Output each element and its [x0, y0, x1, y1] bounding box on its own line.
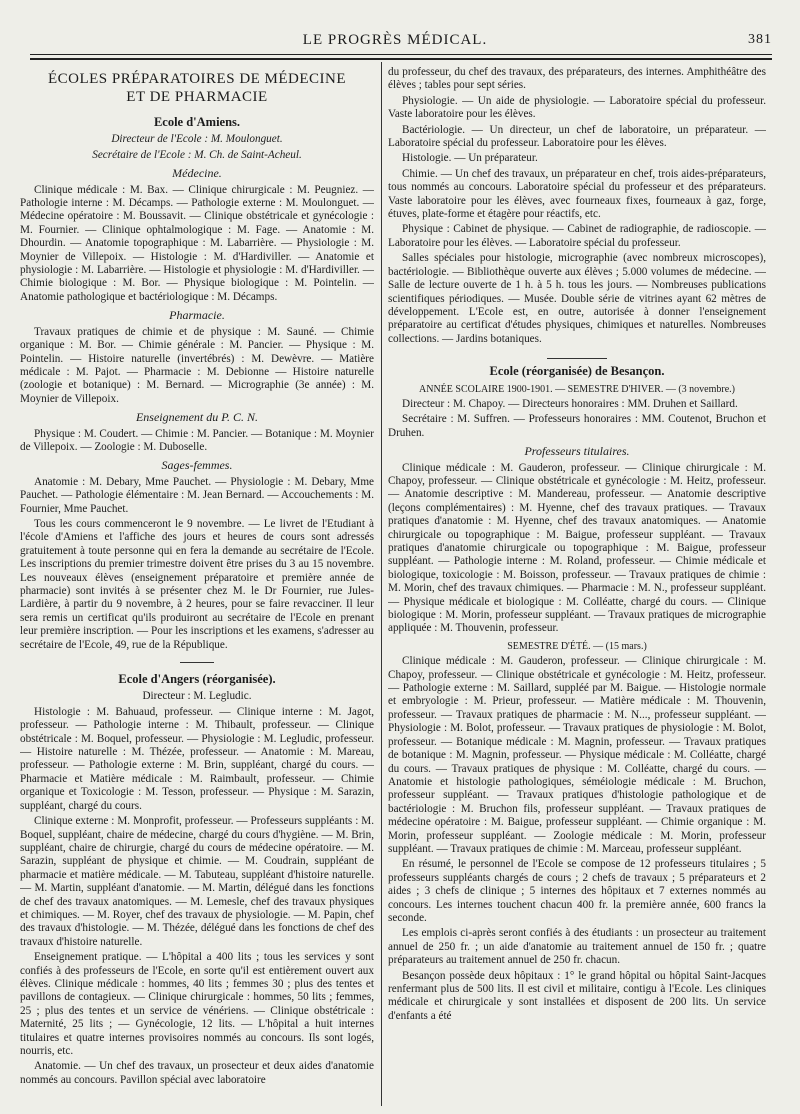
besancon-director: Directeur : M. Chapoy. — Directeurs honoraires : MM. Druhen et Saillard. [402, 397, 738, 410]
angers-cont-6: Physique : Cabinet de physique. — Cabinet de radiographie, de radioscopie. — Laboratoire pour les élèves. — Laboratoire spécial du professeur. [388, 223, 766, 249]
amiens-heading: Ecole d'Amiens. [153, 115, 241, 129]
titulaires-text: Clinique médicale : M. Gauderon, professeur. — Clinique chirurgicale : M. Chapoy, professeur. — Clinique obstétricale et gynécologie : M. Heitz, professeur. — Anatomie descriptive : M. Mandereau, professeur. — Anatomie descriptive (leçons complémentaires) : M. Hyenne, chef des travaux pratiques. — Travaux pratiques d'anatomie : M. Hyenne, chef des travaux anatomiques. — Anatomie chirurgicale ou topographique : M. Baigue, professeur suppléant. — Travaux pratiques d'anatomie chirurgicale ou topographique : M. Baigue, professeur suppléant. — Pathologie interne : M. Roland, professeur. — Chimie médicale et biologique, toxicologie : M. Boisson, professeur. — Travaux pratiques de chimie : M. Morin, chef des travaux chimiques. — Pharmacie : M. N., professeur suppléant. — Physique médicale et biologique : M. Colléatte, chargé du cours. — Clinique biologique : M. Morin, professeur suppléant. — Travaux pratiques de micrographie appliquée : M. Thouvenin, professeur. [388, 461, 766, 635]
section-separator [547, 358, 607, 359]
angers-cont-7: Salles spéciales pour histologie, micrographie (avec nombreux microscopes), bactériologie. — Bibliothèque ouverte aux élèves ; 5.000 volumes de médecine. — Salle de lecture ouverte de 1 h. à 5 h. tous les jours. — Nombreuses publications scientifiques périodiques. — Musée. Double série de vitrines ayant 62 mètres de développement. L'Ecole est, en outre, autorisée à donner l'enseignement préparatoire au certificat d'études physiques, chimiques et naturelles. Nombreuses collections. — Jardins botaniques. [388, 252, 766, 345]
header-rule [30, 54, 772, 55]
medecine-text: Clinique médicale : M. Bax. — Clinique chirurgicale : M. Peugniez. — Pathologie interne : M. Décamps. — Pathologie externe : M. Moulonguet. — Médecine opératoire : M. Boussavit. — Clinique obstétricale et gynécologie : M. Fournier. — Clinique ophtalmologique : M. Fage. — Anatomie : M. Dhourdin. — Anatomie topographique : M. Labarrière. — Physiologie : M. Moynier de Villepoix. — Histologie : M. d'Hardiviller. — Anatomie et physiologie : M. Labarrière. — Histologie et physiologie : M. d'Hardiviller. — Chimie biologique : M. Bor. — Physique biologique : M. Pointelin. — Anatomie pathologique et bactériologique : M. Décamps. [20, 183, 374, 303]
angers-cont-4: Histologie. — Un préparateur. [402, 152, 538, 165]
amiens-secretary: Secrétaire de l'Ecole : M. Ch. de Saint-Acheul. [92, 148, 302, 161]
angers-cont-3: Bactériologie. — Un directeur, un chef de laboratoire, un préparateur. — Laboratoire spécial du professeur. Laboratoire pour les élèves. [388, 123, 766, 150]
angers-director: Directeur : M. Legludic. [142, 690, 252, 703]
section-separator [180, 662, 214, 663]
sages-femmes-text: Anatomie : M. Debary, Mme Pauchet. — Physiologie : M. Debary, Mme Pauchet. — Pathologie élémentaire : M. Jean Bernard. — Accouchements : M. Fournier, Mme Pauchet. [20, 475, 374, 515]
journal-title: LE PROGRÈS MÉDICAL. [302, 32, 488, 48]
angers-text-4: Anatomie. — Un chef des travaux, un prosecteur et deux aides d'anatomie nommés au concours. Pavillon spécial avec laboratoire [20, 1060, 374, 1086]
angers-cont-1: du professeur, du chef des travaux, des préparateurs, des internes. Amphithéâtre des élèves ; tables pour sept séries. [388, 66, 766, 92]
emplois-text: Les emplois ci-après seront confiés à des étudiants : un prosecteur au traitement annuel de 250 fr. ; un aide d'anatomie au traitement annuel de 150 fr. ; quatre préparateurs au traitement annuel de 250 fr. chacun. [388, 927, 766, 967]
header-rule-thick [30, 58, 772, 60]
hopitaux-text: Besançon possède deux hôpitaux : 1° le grand hôpital ou hôpital Saint-Jacques renfermant plus de 500 lits. Il est civil et militaire, contigu à l'Ecole. Les cliniques médicale et chirurgicale y sont installées et disposent de 200 lits. Un service d'enfants a été [388, 969, 766, 1022]
angers-text-3: Enseignement pratique. — L'hôpital a 400 lits ; tous les services y sont confiés à des professeurs de l'Ecole, en sorte qu'il est entièrement ouvert aux élèves. Clinique médicale : hommes, 40 lits ; femmes 30 ; plus des tentes et pavillons de contagieux. — Clinique chirurgicale : hommes, 50 lits ; femmes, 25 ; plus des tentes et un service de vénériens. — Clinique obstétricale : Maternité, 25 lits ; — Gynécologie, 12 lits. — L'hôpital a huit internes titulaires et quatre internes provisoires nommés au concours. Ils sont logés, nourris, etc. [20, 951, 374, 1057]
angers-heading: Ecole d'Angers (réorganisée). [118, 672, 276, 687]
sages-femmes-heading: Sages-femmes. [161, 458, 233, 473]
pcn-text: Physique : M. Coudert. — Chimie : M. Pancier. — Botanique : M. Moynier de Villepoix. — Zoologie : M. Duboselle. [20, 427, 374, 453]
page-number: 381 [748, 32, 772, 47]
pharmacie-heading: Pharmacie. [169, 308, 225, 323]
angers-text-2: Clinique externe : M. Monprofit, professeur. — Professeurs suppléants : M. Boquel, suppléant, chaire de médecine, chargé du cours d'hygiène. — M. Brin, suppléant, chaire de chirurgie, chargé du cours de médecine opératoire. — M. Sarazin, suppléant de physique et chimie. — M. Coudrain, suppléant de pharmacie et matière médicale. — M. Tabuteau, suppléant d'histoire naturelle. — M. Martin, suppléant d'anatomie. — M. Martin, délégué dans les fonctions de chef des travaux anatomiques. — M. Lemesle, chef des travaux physiques et chimiques. — M. Royer, chef des travaux de physiologie. — M. Papin, chef des travaux d'histologie. — M. Thézée, délégué dans les fonctions de chef des travaux d'histoire naturelle. [20, 815, 374, 948]
besancon-heading: Ecole (réorganisée) de Besançon. [489, 364, 665, 379]
left-column [20, 66, 374, 1106]
right-column [388, 66, 766, 1106]
angers-cont-5: Chimie. — Un chef des travaux, un préparateur en chef, trois aides-préparateurs, tous nommés au concours. Laboratoire spécial du professeur et des préparateurs. Vaste laboratoire pour les élèves, avec fourneaux fixes, fourneaux à gaz, forge, étuves, plate-forme et étagère pour réactifs, etc. [388, 167, 766, 221]
angers-text-1: Histologie : M. Bahuaud, professeur. — Clinique interne : M. Jagot, professeur. — Pathologie interne : M. Thibault, professeur. — Clinique obstétricale : M. Boquel, professeur. — Physiologie : M. Legludic, professeur. — Histoire naturelle : M. Thézée, professeur. — Anatomie : M. Mareau, professeur. — Pathologie externe : M. Brin, suppléant, chargé du cours. — Pharmacie et Matière médicale : M. Raimbault, professeur. — Chimie organique et Toxicologie : M. Tesson, professeur. — Physique : M. Sarazin, suppléant, chargé du cours. [20, 705, 374, 812]
amiens-director: Directeur de l'Ecole : M. Moulonguet. [111, 133, 283, 146]
pharmacie-text: Travaux pratiques de chimie et de physique : M. Sauné. — Chimie organique : M. Bor. — Chimie générale : M. Pancier. — Physique : M. Pointelin. — Histoire naturelle (invertébrés) : M. Dewèvre. — Matière médicale : M. Pajot. — Pharmacie : M. Debionne — Histoire naturelle (zoologie et botanique) : M. Bernard. — Micrographie (3e année) : M. Moynier de Villepoix. [20, 325, 374, 405]
besancon-year: ANNÉE SCOLAIRE 1900-1901. — SEMESTRE D'HIVER. — (3 novembre.) [419, 383, 735, 395]
article-title-line2: ET DE PHARMACIE [126, 89, 268, 105]
cours-text: Tous les cours commenceront le 9 novembre. — Le livret de l'Etudiant à l'école d'Amiens et l'affiche des jours et heures de cours sont adressés gratuitement à toute personne qui en fera la demande au secrétaire de l'Ecole. Les inscriptions du premier trimestre doivent être prises du 3 au 15 novembre. Les nouveaux élèves (enseignement préparatoire et première année de pharmacie) sont invités à se présenter chez M. le Dr Fournier, rue Jules-Lardière, à partir du 9 novembre, à 2 heures, pour se faire revacciner. Il leur sera remis un certificat qu'ils produiront au secrétaire de l'Ecole en prenant leur première inscription. — Pour les inscriptions et les examens, s'adresser au secrétaire de l'Ecole, 49, rue de la République. [20, 517, 374, 651]
article-title [20, 70, 374, 106]
ete-heading: SEMESTRE D'ÉTÉ. — (15 mars.) [507, 640, 647, 652]
ete-text: Clinique médicale : M. Gauderon, professeur. — Clinique chirurgicale : M. Chapoy, professeur. — Clinique obstétricale et gynécologie : M. Heitz, professeur. — Pathologie externe : M. Saillard, suppléé par M. Baigue. — Histologie normale et embryologie : M. Prieur, professeur. — Matière médicale : M. Thouvenin, professeur. — Travaux pratiques de pharmacie : M. N..., professeur suppléant. — Physiologie : M. Bolot, professeur. — Travaux pratiques de physiologie : M. Bolot, professeur. — Botanique médicale : M. Magnin, professeur. — Travaux pratiques de botanique : M. Magnin, professeur. — Physique médicale : M. Colléatte, chargé du cours. — Travaux pratiques de physique : M. Colléatte, chargé du cours. — Anatomie et histologie pathologiques, séméiologie médicale : M. Bruchon, professeur suppléant. — Travaux pratiques d'histologie pathologique et de bactériologie : M. Bruchon fils, professeur suppléant. — Travaux pratiques de médecine opératoire : M. Baigue, professeur suppléant. — Chimie organique : M. Morin, professeur suppléant. — Zoologie médicale : M. Morin, professeur suppléant. — Travaux pratiques de chimie : M. Marceau, professeur suppléant. [388, 655, 766, 855]
pcn-heading: Enseignement du P. C. N. [135, 410, 259, 425]
column-divider [381, 62, 382, 1106]
angers-cont-2: Physiologie. — Un aide de physiologie. — Laboratoire spécial du professeur. Vaste laboratoire pour les élèves. [388, 94, 766, 121]
resume-text: En résumé, le personnel de l'Ecole se compose de 12 professeurs titulaires ; 5 professeurs suppléants chargés de cours ; 2 chefs de travaux ; 5 préparateurs et 2 aides ; 3 chefs de clinique ; 5 internes des hôpitaux et 7 externes nommés au concours. Les internes touchent chacun 400 fr. la première année, 600 francs la seconde. [388, 858, 766, 924]
running-header [18, 32, 772, 54]
titulaires-heading: Professeurs titulaires. [524, 444, 630, 459]
article-title-line1: ÉCOLES PRÉPARATOIRES DE MÉDECINE [47, 71, 347, 87]
besancon-secretary: Secrétaire : M. Suffren. — Professeurs honoraires : MM. Coutenot, Bruchon et Druhen. [388, 413, 766, 439]
medecine-heading: Médecine. [172, 166, 222, 181]
